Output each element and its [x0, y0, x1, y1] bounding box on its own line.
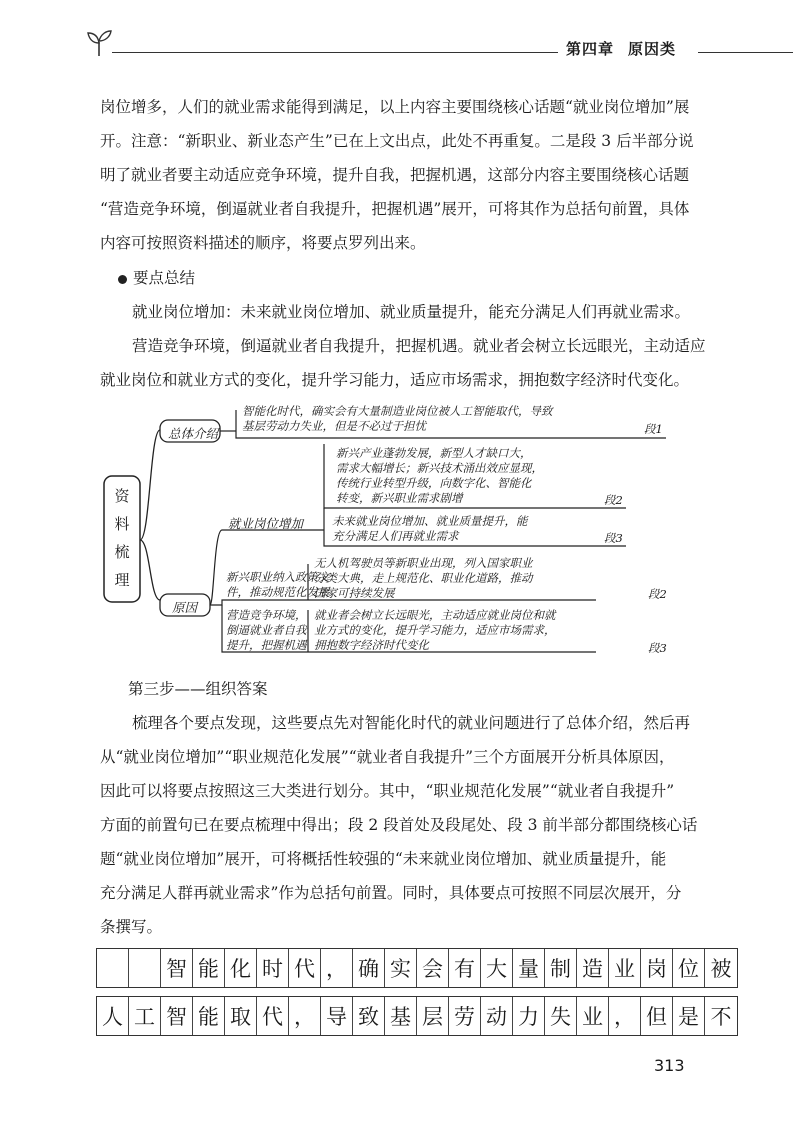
segment-label: 段3: [648, 641, 667, 655]
reason-sub-text: 新兴职业纳入政策文 件，推动规范化发展: [226, 570, 330, 599]
grid-cell: ，: [321, 949, 353, 987]
grid-cell: 力: [513, 997, 545, 1035]
chapter-section: 原因类: [628, 40, 677, 58]
grid-cell: 是: [673, 997, 705, 1035]
grid-cell: 造: [577, 949, 609, 987]
text-line: 明了就业者要主动适应竞争环境，提升自我，把握机遇，这部分内容主要围绕核心话题: [100, 166, 690, 184]
summary-section: [100, 261, 706, 397]
grid-cell: 业: [577, 997, 609, 1035]
step3-line: 充分满足人群再就业需求”作为总括句前置。同时，具体要点可按照不同层次展开，分: [100, 884, 682, 902]
page-number: 313: [654, 1056, 685, 1075]
grid-cell: 制: [545, 949, 577, 987]
bullet-icon: [118, 275, 127, 284]
chapter-header: [566, 38, 676, 59]
grid-cell: 业: [609, 949, 641, 987]
grid-cell: 失: [545, 997, 577, 1035]
summary-line: 就业岗位增加：未来就业岗位增加、就业质量提升，能充分满足人们再就业需求。: [132, 303, 691, 321]
reason-sub-text: 营造竞争环境， 倒逼就业者自我 提升，把握机遇: [226, 608, 307, 652]
grid-cell: 基: [385, 997, 417, 1035]
text-line: 岗位增多，人们的就业需求能得到满足，以上内容主要围绕核心话题“就业岗位增加”展: [100, 98, 690, 116]
answer-grid-row: [96, 996, 738, 1036]
step3-heading: 第三步——组织答案: [128, 680, 268, 698]
reason-text: 无人机驾驶员等新职业出现，列入国家职业 分类大典，走上规范化、职业化道路，推动 国家可持续发展: [314, 556, 533, 600]
grid-cell: 不: [710, 1005, 732, 1029]
text-line: 内容可按照资料描述的顺序，将要点罗列出来。: [100, 234, 426, 252]
grid-cell: 层: [417, 997, 449, 1035]
segment-label: 段2: [604, 493, 623, 507]
header-rule: [112, 52, 558, 53]
step3-section: [100, 672, 700, 944]
step3-line: 方面的前置句已在要点梳理中得出；段 2 段首处及段尾处、段 3 前半部分都围绕核心话: [100, 816, 698, 834]
grid-cell: 确: [353, 949, 385, 987]
reason-label: 原因: [172, 600, 198, 615]
mind-map: [96, 400, 696, 662]
text-line: 开。注意：“新职业、新业态产生”已在上文出点，此处不再重复。二是段 3 后半部分说: [100, 132, 694, 150]
reason-text: 就业者会树立长远眼光，主动适应就业岗位和就 业方式的变化，提升学习能力，适应市场需求， 拥抱数字经济时代变化: [314, 608, 556, 652]
grid-cell: 导: [321, 997, 353, 1035]
jobs-text: 新兴产业蓬勃发展，新型人才缺口大， 需求大幅增长；新兴技术涌出效应显现， 传统行业转型升级，向数字化、智能化 转变，新兴职业需求剧增: [336, 446, 543, 505]
root-label: 资 料 梳 理: [114, 487, 130, 589]
grid-cell: 取: [225, 997, 257, 1035]
grid-cell: ，: [289, 997, 321, 1035]
grid-cell: 代: [257, 997, 289, 1035]
grid-cell: 时: [257, 949, 289, 987]
summary-line: 就业岗位和就业方式的变化，提升学习能力，适应市场需求，拥抱数字经济时代变化。: [100, 371, 690, 389]
summary-line: 营造竞争环境，倒逼就业者自我提升，把握机遇。就业者会树立长远眼光，主动适应: [132, 337, 706, 355]
grid-cell: 代: [289, 949, 321, 987]
jobs-label: 就业岗位增加: [228, 516, 304, 531]
grid-cell: 有: [449, 949, 481, 987]
grid-cell: 会: [417, 949, 449, 987]
summary-heading: 要点总结: [100, 261, 700, 295]
text-line: “营造竞争环境，倒逼就业者自我提升，把握机遇”展开，可将其作为总括句前置，具体: [100, 200, 690, 218]
grid-cell: 大: [481, 949, 513, 987]
branch-line: [140, 540, 160, 600]
grid-cell: 但: [641, 997, 673, 1035]
grid-cell: 人: [97, 997, 129, 1035]
grid-cell: 位: [673, 949, 705, 987]
grid-cell: 动: [481, 997, 513, 1035]
intro-paragraph: [100, 90, 700, 260]
grid-cell: 化: [225, 949, 257, 987]
chapter-number: 第四章: [566, 40, 615, 58]
segment-label: 段3: [604, 531, 623, 545]
grid-cell: 量: [513, 949, 545, 987]
sprout-icon: [86, 28, 112, 58]
header-rule-right: [698, 52, 793, 53]
grid-cell: 工: [129, 997, 161, 1035]
segment-label: 段1: [644, 422, 663, 436]
step3-line: 从“就业岗位增加”“职业规范化发展”“就业者自我提升”三个方面展开分析具体原因，: [100, 748, 675, 766]
grid-cell: 致: [353, 997, 385, 1035]
grid-cell: ，: [609, 997, 641, 1035]
overview-label: 总体介绍: [168, 426, 219, 441]
grid-cell: 劳: [449, 997, 481, 1035]
grid-cell: 被: [710, 957, 732, 981]
grid-cell: 智: [161, 949, 193, 987]
step3-line: 因此可以将要点按照这三大类进行划分。其中，“职业规范化发展”“就业者自我提升”: [100, 782, 675, 800]
grid-cell: 实: [385, 949, 417, 987]
answer-grid-row: [96, 948, 738, 988]
grid-cell: [129, 949, 161, 987]
jobs-text: 未来就业岗位增加、就业质量提升，能 充分满足人们再就业需求: [332, 514, 528, 543]
step3-line: 条撰写。: [100, 918, 163, 936]
grid-cell: 能: [193, 949, 225, 987]
step3-line: 梳理各个要点发现，这些要点先对智能化时代的就业问题进行了总体介绍，然后再: [132, 714, 691, 732]
grid-cell: 岗: [641, 949, 673, 987]
overview-text: 智能化时代，确实会有大量制造业岗位被人工智能取代，导致 基层劳动力失业，但是不必过于担忧: [242, 404, 553, 433]
segment-label: 段2: [648, 587, 667, 601]
grid-cell: 能: [193, 997, 225, 1035]
grid-cell: [97, 949, 129, 987]
step3-line: 题“就业岗位增加”展开，可将概括性较强的“未来就业岗位增加、就业质量提升，能: [100, 850, 667, 868]
grid-cell: 智: [161, 997, 193, 1035]
branch-line: [140, 430, 160, 540]
